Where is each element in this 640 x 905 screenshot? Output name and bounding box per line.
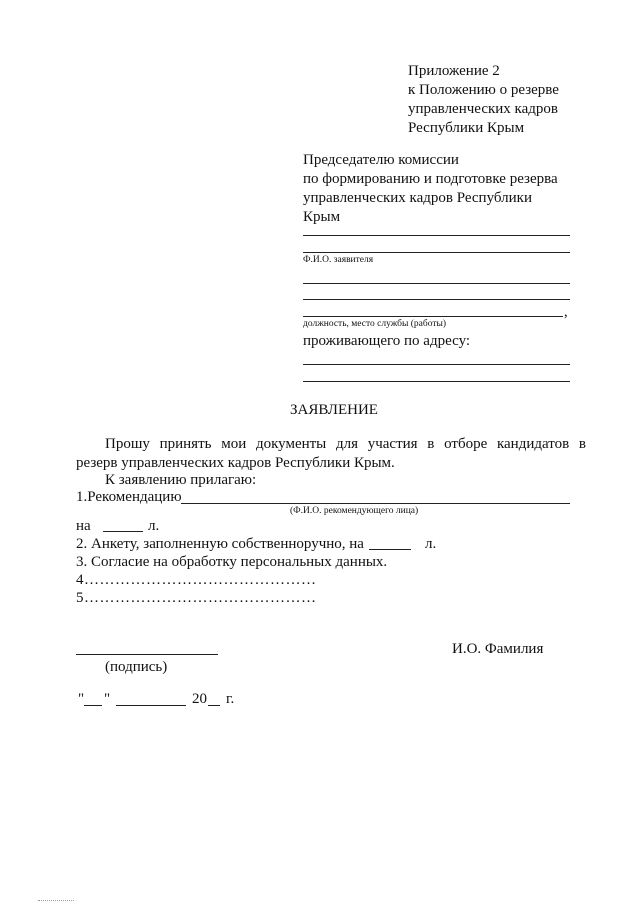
applicant-fio-line-2 [303,252,570,253]
applicant-position-caption: должность, место службы (работы) [303,319,447,329]
applicant-address-line-2 [303,381,570,382]
statement-title: ЗАЯВЛЕНИЕ [290,402,378,418]
recommender-line [181,503,570,504]
appendix-line-3: управленческих кадров [408,101,558,117]
attachment-item-3: 3. Согласие на обработку персональных данных. [76,554,388,570]
applicant-fio-caption: Ф.И.О. заявителя [303,255,374,265]
addressee-line-1: Председателю комиссии [303,152,459,168]
date-year-prefix: 20 [192,691,207,707]
attachment-item-1-pages-suffix: л. [148,518,160,534]
applicant-position-line-2 [303,299,570,300]
addressee-line-4: Крым [303,209,341,225]
attachment-item-1-label: 1.Рекомендацию [76,489,182,505]
appendix-line-1: Приложение 2 [408,63,500,79]
applicant-position-comma: , [564,304,568,320]
date-year-suffix: г. [226,691,235,707]
applicant-address-label: проживающего по адресу: [303,333,471,349]
attachment-item-5: 5……………………………………… [76,590,317,606]
date-quote-open: " [78,691,85,707]
applicant-fio-line-1 [303,235,570,236]
scan-artifact [38,900,74,901]
applicant-address-line-1 [303,364,570,365]
appendix-line-4: Республики Крым [408,120,525,136]
statement-body-line-1: Прошу принять мои документы для участия в отборе кандидатов в [105,436,586,452]
date-month-line [116,705,186,706]
signatory-name: И.О. Фамилия [452,641,544,657]
date-day-line [84,705,102,706]
applicant-position-line-1 [303,283,570,284]
attachment-item-1-pages-prefix: на [76,518,91,534]
attachment-item-2-pages-line [369,549,411,550]
signature-caption: (подпись) [105,659,168,675]
recommender-caption: (Ф.И.О. рекомендующего лица) [290,506,419,516]
date-year-line [208,705,220,706]
applicant-position-line-3 [303,316,563,317]
attachment-item-2-suffix: л. [425,536,437,552]
attachment-item-1-pages-line [103,531,143,532]
signature-line [76,654,218,655]
attachment-item-4: 4……………………………………… [76,572,317,588]
statement-body-line-2: резерв управленческих кадров Республики Крым. [76,455,395,471]
date-quote-close: " [104,691,111,707]
addressee-line-3: управленческих кадров Республики [303,190,532,206]
attachment-item-2: 2. Анкету, заполненную собственноручно, на [76,536,364,552]
attachments-intro: К заявлению прилагаю: [105,472,257,488]
addressee-line-2: по формированию и подготовке резерва [303,171,558,187]
appendix-line-2: к Положению о резерве [408,82,559,98]
